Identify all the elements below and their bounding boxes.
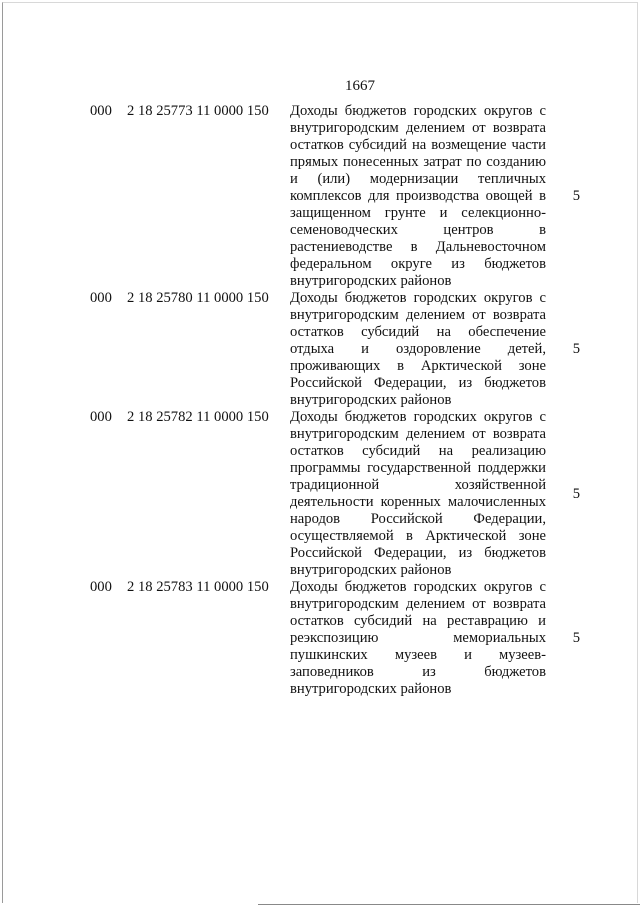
description-line: внутригородским делением от возврата <box>290 120 546 136</box>
value-text: 5 <box>572 188 580 204</box>
description-cell <box>290 579 546 698</box>
description-line: отдыха и оздоровление детей, <box>290 341 546 357</box>
description-line: семеноводческих центров в <box>290 222 546 238</box>
admin-code-cell: 000 <box>90 290 112 306</box>
table-row <box>90 579 590 698</box>
admin-code-cell: 000 <box>90 103 112 119</box>
description-line: реэкспозицию мемориальных <box>290 630 546 646</box>
description-line: внутригородских районов <box>290 273 452 289</box>
table-row <box>90 409 590 579</box>
description-line: остатков субсидий на возмещение части <box>290 137 546 153</box>
description-line: народов Российской Федерации, <box>290 511 546 527</box>
description-line: программы государственной поддержки <box>290 460 546 476</box>
description-line: внутригородских районов <box>290 392 452 408</box>
value-cell <box>546 409 590 579</box>
table-row <box>90 290 590 409</box>
budget-code-table <box>90 103 590 698</box>
description-line: и (или) модернизации тепличных <box>290 171 546 187</box>
value-cell <box>546 290 590 409</box>
description-line: внутригородских районов <box>290 562 452 578</box>
description-line: заповедников из бюджетов <box>290 664 546 680</box>
description-line: внутригородским делением от возврата <box>290 426 546 442</box>
description-line: традиционной хозяйственной <box>290 477 546 493</box>
admin-code-cell: 000 <box>90 409 112 425</box>
description-line: растениеводстве в Дальневосточном <box>290 239 546 255</box>
description-line: внутригородских районов <box>290 681 452 697</box>
value-cell <box>546 103 590 290</box>
admin-code-cell: 000 <box>90 579 112 595</box>
value-text: 5 <box>572 485 580 502</box>
description-line: федеральном округе из бюджетов <box>290 256 546 272</box>
description-line: внутригородским делением от возврата <box>290 596 546 612</box>
kbk-code-cell: 2 18 25780 11 0000 150 <box>127 290 269 306</box>
value-text: 5 <box>572 630 580 646</box>
description-line: остатков субсидий на обеспечение <box>290 324 546 340</box>
description-line: защищенном грунте и селекционно- <box>290 205 546 221</box>
description-line: осуществляемой в Арктической зоне <box>290 528 546 544</box>
table-row <box>90 103 590 290</box>
description-line: остатков субсидий на реализацию <box>290 443 546 459</box>
kbk-code-cell: 2 18 25773 11 0000 150 <box>127 103 269 119</box>
description-cell <box>290 290 546 409</box>
description-line: прямых понесенных затрат по созданию <box>290 154 546 170</box>
description-line: комплексов для производства овощей в <box>290 188 546 204</box>
description-cell <box>290 409 546 579</box>
description-line: Доходы бюджетов городских округов с <box>290 579 546 595</box>
page-number: 1667 <box>345 78 375 94</box>
description-line: Российской Федерации, из бюджетов <box>290 545 546 561</box>
description-cell <box>290 103 546 290</box>
description-line: внутригородским делением от возврата <box>290 307 546 323</box>
value-cell <box>546 579 590 698</box>
description-line: Российской Федерации, из бюджетов <box>290 375 546 391</box>
description-line: Доходы бюджетов городских округов с <box>290 103 546 119</box>
description-line: остатков субсидий на реставрацию и <box>290 613 546 629</box>
description-line: деятельности коренных малочисленных <box>290 494 546 510</box>
description-line: проживающих в Арктической зоне <box>290 358 546 374</box>
kbk-code-cell: 2 18 25782 11 0000 150 <box>127 409 269 425</box>
value-text: 5 <box>572 341 580 357</box>
description-line: Доходы бюджетов городских округов с <box>290 409 546 425</box>
description-line: Доходы бюджетов городских округов с <box>290 290 546 306</box>
kbk-code-cell: 2 18 25783 11 0000 150 <box>127 579 269 595</box>
description-line: пушкинских музеев и музеев- <box>290 647 546 663</box>
